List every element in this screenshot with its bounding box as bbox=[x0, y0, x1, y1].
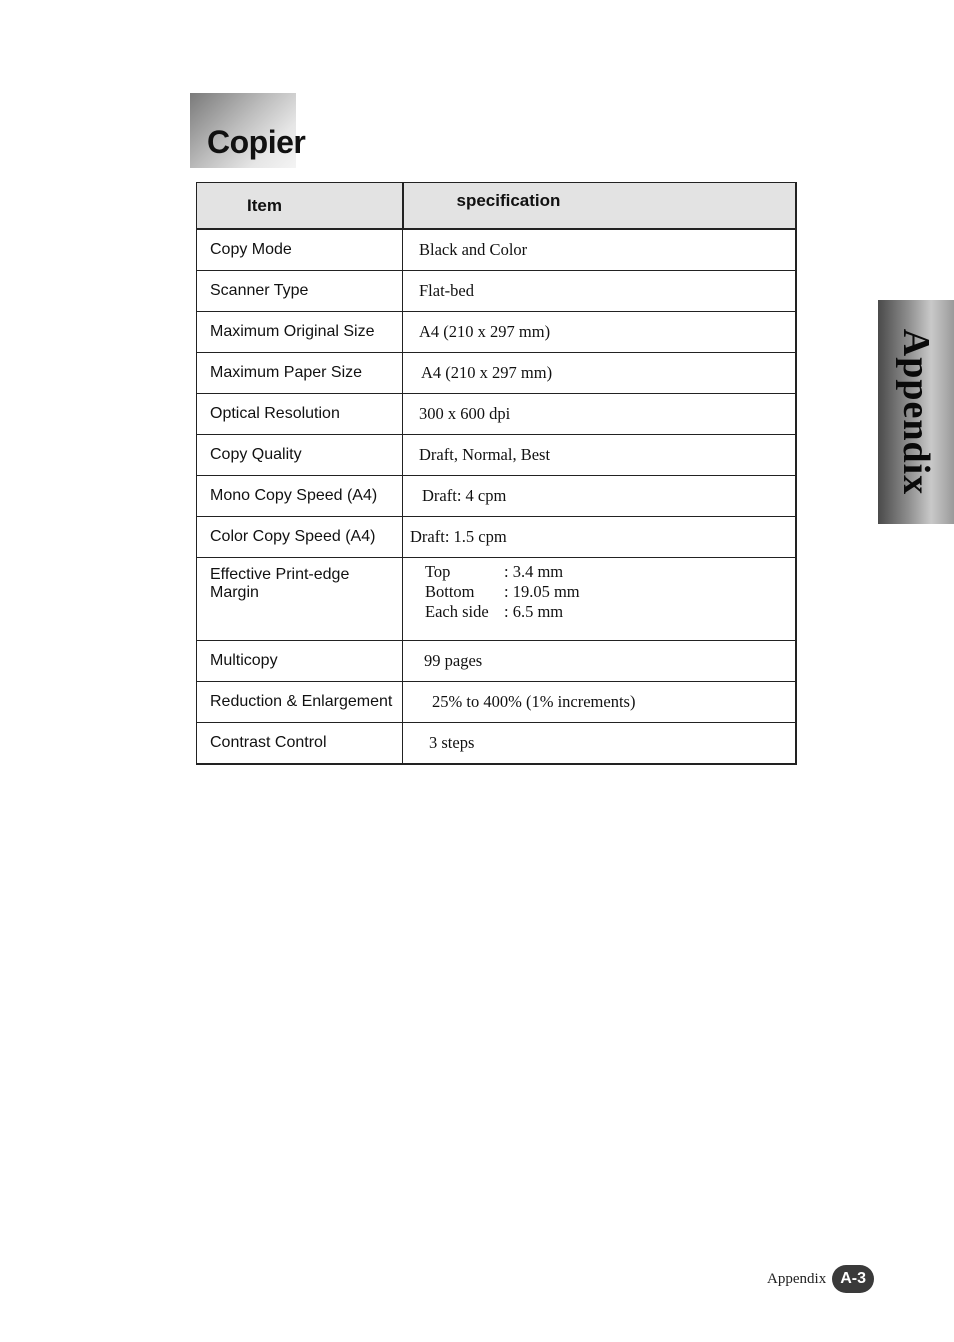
row-spec: Flat-bed bbox=[403, 271, 796, 312]
margin-line-top bbox=[425, 562, 795, 582]
row-spec: 25% to 400% (1% increments) bbox=[403, 682, 796, 723]
row-spec: Draft: 1.5 cpm bbox=[403, 517, 796, 558]
table-row bbox=[197, 229, 796, 271]
row-item: Maximum Original Size bbox=[197, 312, 403, 353]
margin-value: : 3.4 mm bbox=[504, 562, 564, 581]
footer-label: Appendix bbox=[767, 1270, 827, 1287]
table-row bbox=[197, 435, 796, 476]
header-item: Item bbox=[197, 183, 403, 230]
margin-label: Top bbox=[425, 562, 451, 581]
margin-value: : 19.05 mm bbox=[504, 582, 580, 601]
table-row bbox=[197, 723, 796, 765]
table-row bbox=[197, 682, 796, 723]
margin-label: Bottom bbox=[425, 582, 475, 601]
row-item: Color Copy Speed (A4) bbox=[197, 517, 403, 558]
table-row bbox=[197, 312, 796, 353]
appendix-side-tab bbox=[878, 300, 954, 524]
table-header-row bbox=[197, 183, 796, 230]
header-spec: specification bbox=[403, 183, 796, 230]
row-spec: Draft, Normal, Best bbox=[403, 435, 796, 476]
margin-value: : 6.5 mm bbox=[504, 602, 564, 621]
row-item: Maximum Paper Size bbox=[197, 353, 403, 394]
page-title: Copier bbox=[207, 124, 306, 160]
row-item: Contrast Control bbox=[197, 723, 403, 765]
row-spec: A4 (210 x 297 mm) bbox=[403, 353, 796, 394]
margin-line-bottom bbox=[425, 582, 795, 602]
margin-label: Each side bbox=[425, 602, 489, 621]
row-spec: Black and Color bbox=[403, 229, 796, 271]
row-item: Scanner Type bbox=[197, 271, 403, 312]
row-item: Effective Print-edge Margin bbox=[197, 558, 403, 641]
row-spec: A4 (210 x 297 mm) bbox=[403, 312, 796, 353]
page-footer bbox=[767, 1265, 874, 1293]
row-item: Multicopy bbox=[197, 641, 403, 682]
row-item: Mono Copy Speed (A4) bbox=[197, 476, 403, 517]
row-item: Optical Resolution bbox=[197, 394, 403, 435]
table-row bbox=[197, 476, 796, 517]
margin-line-each-side bbox=[425, 602, 795, 622]
row-item: Copy Quality bbox=[197, 435, 403, 476]
row-spec: 99 pages bbox=[403, 641, 796, 682]
row-spec: 300 x 600 dpi bbox=[403, 394, 796, 435]
table-row bbox=[197, 641, 796, 682]
table-row bbox=[197, 558, 796, 641]
table-row bbox=[197, 353, 796, 394]
row-item: Copy Mode bbox=[197, 229, 403, 271]
side-tab-label: Appendix bbox=[895, 328, 937, 496]
row-spec-margins bbox=[403, 558, 796, 641]
table-row bbox=[197, 394, 796, 435]
table-row bbox=[197, 517, 796, 558]
page-number-badge: A-3 bbox=[832, 1265, 874, 1293]
spec-table bbox=[196, 182, 797, 765]
row-item: Reduction & Enlargement bbox=[197, 682, 403, 723]
row-spec: Draft: 4 cpm bbox=[403, 476, 796, 517]
row-spec: 3 steps bbox=[403, 723, 796, 765]
table-row bbox=[197, 271, 796, 312]
